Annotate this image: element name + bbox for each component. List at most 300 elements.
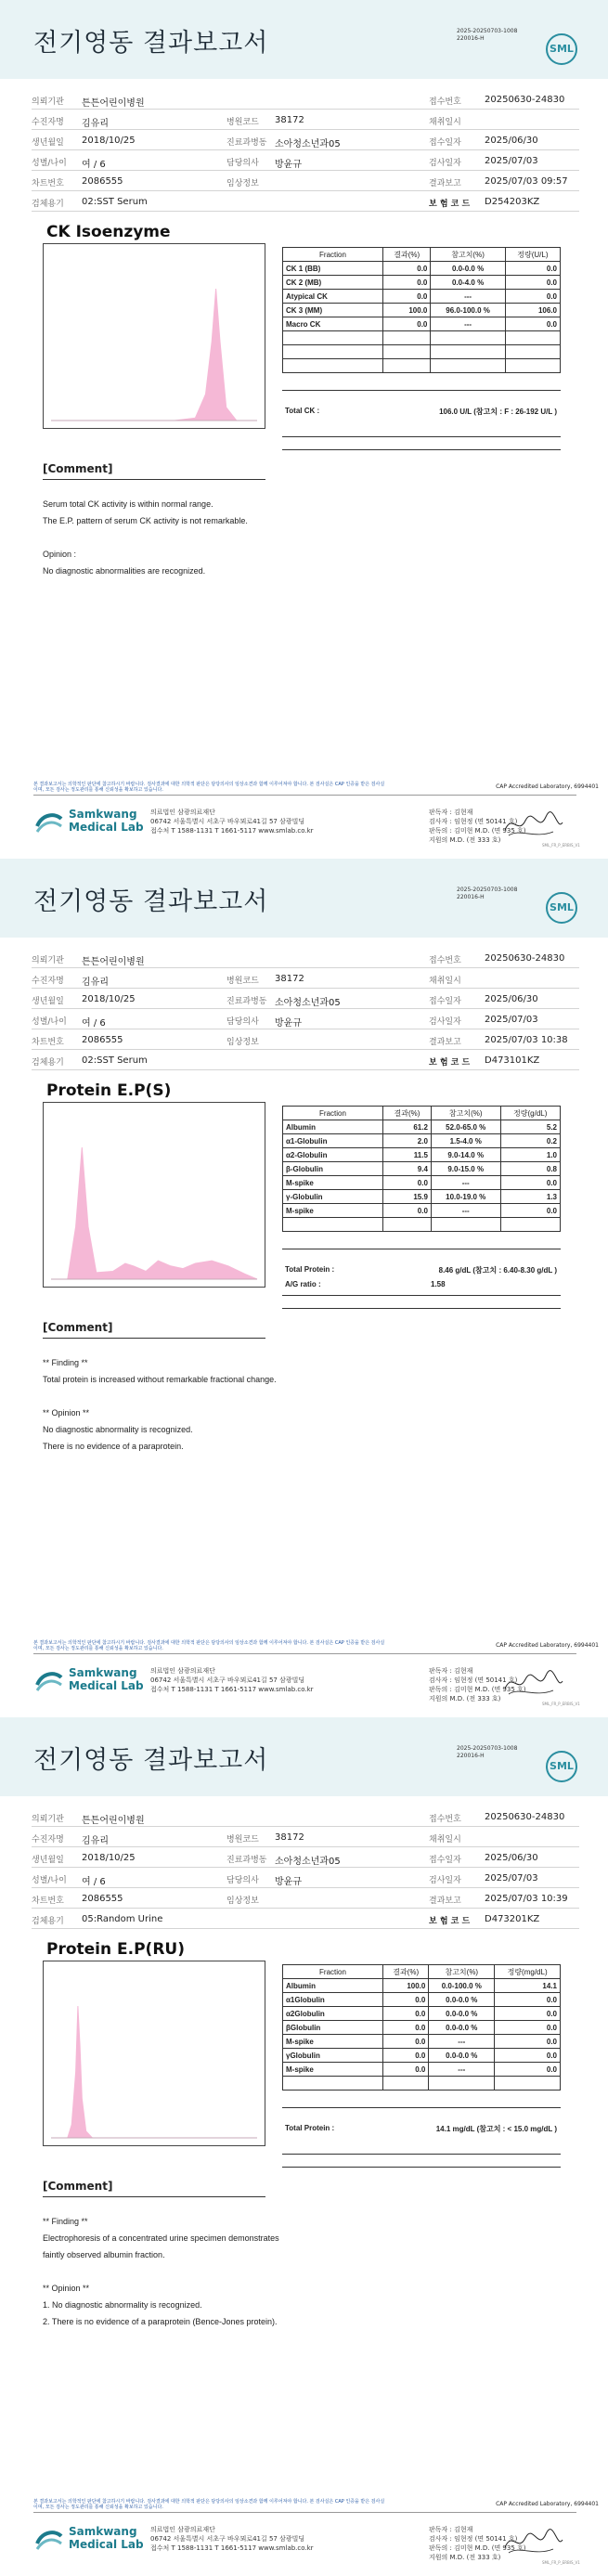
samkwang-logo-icon: [33, 1666, 65, 1694]
barcode-value: D254203KZ: [485, 197, 540, 207]
sign-line: 지원의 M.D. (전 333 호): [429, 836, 501, 844]
table-cell: 96.0-100.0 %: [431, 304, 505, 317]
logo-line-2: Medical Lab: [69, 821, 144, 834]
table-cell: CK 2 (MB): [283, 276, 383, 290]
total-rule: [282, 2107, 561, 2108]
table-header-cell: 참고치(%): [431, 248, 505, 262]
densitogram-svg: [44, 1103, 265, 1287]
section-title: CK Isoenzyme: [46, 223, 171, 241]
table-cell: 0.0-0.0 %: [429, 1993, 495, 2007]
table-header-row: [283, 1965, 561, 1979]
signature-scribble: [501, 808, 566, 841]
specimen-value: 02:SST Serum: [82, 1055, 148, 1066]
inst-line: 접수처 T 1588-1131 T 1661-5117 www.smlab.co.kr: [150, 2544, 314, 2552]
table-cell: ---: [431, 317, 505, 331]
document-code: 2025-20250703-1008 220016-H: [457, 887, 518, 900]
patient-info-table: [32, 948, 579, 1070]
table-cell: 100.0: [383, 1979, 429, 1993]
institution-value: 튼튼어린이병원: [82, 1816, 145, 1826]
comment-title: [Comment]: [43, 462, 113, 475]
table-cell: [383, 331, 431, 345]
table-cell: 0.0-0.0 %: [429, 2007, 495, 2021]
table-row: [283, 2049, 561, 2063]
total-label: Total CK :: [285, 407, 320, 415]
sex-age-value: 여 / 6: [82, 1018, 106, 1029]
table-row: [283, 1190, 561, 1204]
table-cell: 0.0: [383, 2035, 429, 2049]
department-value: 소아청소년과05: [275, 998, 341, 1008]
doctor-value: 방윤규: [275, 1018, 302, 1029]
table-header-cell: Fraction: [283, 1965, 383, 1979]
ward-no-label: 병원코드: [226, 1835, 259, 1845]
electrophoresis-graph: [43, 1961, 265, 2146]
samkwang-logo-text: [69, 2525, 144, 2551]
comment-title: [Comment]: [43, 1321, 113, 1334]
table-row: [283, 1979, 561, 1993]
table-cell: 52.0-65.0 %: [431, 1120, 500, 1134]
table-row: [283, 331, 561, 345]
patient-info-table: [32, 1806, 579, 1929]
table-cell: 0.0: [505, 262, 560, 276]
institution-value: 튼튼어린이병원: [82, 957, 145, 967]
ward-no-label: 병원코드: [226, 118, 259, 127]
table-cell: 0.0-0.0 %: [431, 262, 505, 276]
receipt-date-value: 2025/06/30: [485, 994, 538, 1004]
receipt-date-value: 2025/06/30: [485, 1853, 538, 1863]
table-cell: [500, 1218, 561, 1232]
info-row: [32, 968, 579, 989]
patient-name-label: 수진자명: [32, 1835, 64, 1845]
table-header-cell: 정량(U/L): [505, 248, 560, 262]
total-rule-bottom2: [282, 2167, 561, 2168]
chart-no-label: 차트번호: [32, 1038, 64, 1047]
report-date-label: 결과보고: [429, 1896, 461, 1906]
sex-age-label: 성별/나이: [32, 1017, 67, 1027]
info-row: [32, 150, 579, 171]
info-row: [32, 1806, 579, 1827]
footer-note: 본 결과보고서는 의학적인 판단에 참고하시기 바랍니다. 검사결과에 대한 의학적 판단은 담당의사의 임상소견과 함께 이루어져야 합니다. 본 검사실은 CAP 인증을 받은 검사실이며, 모든 검사는 정도관리를 통해 신뢰성을 확보하고 있습니다.: [33, 2499, 385, 2510]
report-footer: [0, 782, 608, 856]
table-cell: 0.0: [383, 262, 431, 276]
doctor-label: 담당의사: [226, 1876, 259, 1885]
comment-line: Serum total CK activity is within normal range.: [43, 499, 213, 509]
table-header-cell: 정량(mg/dL): [495, 1965, 561, 1979]
info-row: [32, 1909, 579, 1929]
report-date-value: 2025/07/03 10:38: [485, 1035, 568, 1045]
sample-date-label: 채취일시: [429, 1835, 461, 1845]
table-header-cell: 참고치(%): [429, 1965, 495, 1979]
table-cell: 5.2: [500, 1120, 561, 1134]
table-cell: 0.0: [383, 1176, 432, 1190]
section-title: Protein E.P(S): [46, 1081, 172, 1100]
report-date-value: 2025/07/03 09:57: [485, 176, 568, 187]
table-cell: α1Globulin: [283, 1993, 383, 2007]
report-date-label: 결과보고: [429, 179, 461, 188]
table-row: [283, 262, 561, 276]
table-cell: [383, 359, 431, 373]
patient-name-value: 김유리: [82, 119, 109, 129]
table-cell: 0.0: [495, 2035, 561, 2049]
comment-line: 1. No diagnostic abnormality is recognized.: [43, 2300, 202, 2310]
doctor-value: 방윤규: [275, 1877, 302, 1887]
ward-no-value: 38172: [275, 974, 304, 984]
sml-logo-icon: SML: [546, 1751, 577, 1782]
footer-note: 본 결과보고서는 의학적인 판단에 참고하시기 바랍니다. 검사결과에 대한 의학적 판단은 담당의사의 임상소견과 함께 이루어져야 합니다. 본 검사실은 CAP 인증을 받은 검사실이며, 모든 검사는 정도관리를 통해 신뢰성을 확보하고 있습니다.: [33, 1640, 385, 1651]
ward-no-label: 병원코드: [226, 977, 259, 986]
comment-body: [43, 1354, 277, 1455]
birth-value: 2018/10/25: [82, 136, 136, 146]
specimen-label: 검체용기: [32, 1058, 64, 1068]
densitogram-area: [51, 2006, 257, 2138]
table-cell: M-spike: [283, 2063, 383, 2077]
comment-rule: [43, 2196, 265, 2197]
table-cell: [383, 2077, 429, 2091]
table-cell: 61.2: [383, 1120, 432, 1134]
sign-line: 검사자 : 임현정 (면 50141 호): [429, 1676, 518, 1684]
barcode-value: D473101KZ: [485, 1055, 540, 1066]
comment-rule: [43, 479, 265, 480]
table-cell: Macro CK: [283, 317, 383, 331]
table-cell: M-spike: [283, 1176, 383, 1190]
total-rule-bottom: [282, 436, 561, 437]
receipt-date-value: 2025/06/30: [485, 136, 538, 146]
total-label: Total Protein :: [285, 2124, 335, 2132]
form-version: SML_FR_P_ERBIS_V1: [542, 2560, 580, 2565]
ratio-value: 1.58: [431, 1280, 446, 1288]
table-cell: 0.0: [383, 290, 431, 304]
accreditation: CAP Accredited Laboratory, 6994401: [496, 783, 599, 790]
samkwang-logo-icon: [33, 2525, 65, 2553]
report-date-label: 결과보고: [429, 1038, 461, 1047]
densitogram-area: [51, 289, 257, 421]
sign-line: 지원의 M.D. (전 333 호): [429, 2554, 501, 2561]
table-cell: 0.0-0.0 %: [429, 2049, 495, 2063]
table-cell: 0.0-100.0 %: [429, 1979, 495, 1993]
table-cell: 0.0: [505, 276, 560, 290]
table-row: [283, 290, 561, 304]
report-page: [0, 0, 608, 859]
table-cell: γGlobulin: [283, 2049, 383, 2063]
comment-line: ** Opinion **: [43, 2284, 90, 2293]
table-cell: 15.9: [383, 1190, 432, 1204]
department-label: 진료과병동: [226, 997, 267, 1006]
barcode-label: 보 험 코 드: [429, 200, 471, 209]
electrophoresis-graph: [43, 1102, 265, 1288]
sex-age-value: 여 / 6: [82, 160, 106, 170]
receipt-no-value: 20250630-24830: [485, 1812, 565, 1822]
form-version: SML_FR_P_ERBIS_V1: [542, 1702, 580, 1706]
report-title: 전기영동 결과보고서: [33, 29, 269, 58]
footer-note: 본 결과보고서는 의학적인 판단에 참고하시기 바랍니다. 검사결과에 대한 의학적 판단은 담당의사의 임상소견과 함께 이루어져야 합니다. 본 검사실은 CAP 인증을 받은 검사실이며, 모든 검사는 정도관리를 통해 신뢰성을 확보하고 있습니다.: [33, 782, 385, 793]
table-row: [283, 1120, 561, 1134]
table-cell: ---: [431, 1204, 500, 1218]
table-header-cell: Fraction: [283, 248, 383, 262]
table-header-cell: 정량(g/dL): [500, 1107, 561, 1120]
table-cell: [431, 331, 505, 345]
table-cell: 10.0-19.0 %: [431, 1190, 500, 1204]
table-cell: [283, 331, 383, 345]
accreditation: CAP Accredited Laboratory, 6994401: [496, 2501, 599, 2507]
sign-line: 판독의 : 김미현 M.D. (면 935 호): [429, 1686, 526, 1693]
logo-line-1: Samkwang: [69, 1666, 137, 1679]
result-table: [282, 1964, 561, 2091]
patient-name-value: 김유리: [82, 977, 109, 988]
table-cell: ---: [431, 1176, 500, 1190]
samkwang-logo-icon: [33, 808, 65, 835]
table-cell: [505, 331, 560, 345]
footer-rule: [33, 1653, 576, 1654]
table-row: [283, 2063, 561, 2077]
table-cell: 0.0: [383, 2063, 429, 2077]
comment-line: Total protein is increased without remarkable fractional change.: [43, 1375, 277, 1384]
chart-no-value: 2086555: [82, 1035, 123, 1045]
department-value: 소아청소년과05: [275, 1857, 341, 1867]
table-row: [283, 2077, 561, 2091]
chart-no-value: 2086555: [82, 176, 123, 187]
total-value: 8.46 g/dL (참고치 : 6.40-8.30 g/dL ): [438, 1266, 557, 1275]
institution-address: [150, 808, 314, 835]
table-header-cell: Fraction: [283, 1107, 383, 1120]
table-cell: 0.0: [383, 317, 431, 331]
table-header-cell: 결과(%): [383, 1107, 432, 1120]
table-cell: 0.0: [495, 2021, 561, 2035]
table-row: [283, 1218, 561, 1232]
birth-value: 2018/10/25: [82, 994, 136, 1004]
doctor-label: 담당의사: [226, 159, 259, 168]
total-rule-bottom2: [282, 449, 561, 450]
report-page: [0, 1717, 608, 2576]
sign-line: 판독의 : 김미현 M.D. (면 935 호): [429, 2544, 526, 2552]
table-cell: M-spike: [283, 1204, 383, 1218]
table-cell: 14.1: [495, 1979, 561, 1993]
table-cell: [429, 2077, 495, 2091]
table-row: [283, 304, 561, 317]
table-row: [283, 276, 561, 290]
barcode-label: 보 험 코 드: [429, 1917, 471, 1926]
table-cell: 0.0: [495, 2063, 561, 2077]
table-row: [283, 2021, 561, 2035]
receipt-date-label: 접수일자: [429, 997, 461, 1006]
total-rule: [282, 390, 561, 391]
signature-scribble: [501, 2525, 566, 2558]
table-cell: 2.0: [383, 1134, 432, 1148]
document-code: 2025-20250703-1008 220016-H: [457, 1745, 518, 1759]
comment-line: faintly observed albumin fraction.: [43, 2250, 165, 2259]
table-cell: 0.0: [495, 1993, 561, 2007]
total-rule-bottom: [282, 1295, 561, 1296]
chart-no-value: 2086555: [82, 1894, 123, 1904]
sign-line: 판독자 : 김현재: [429, 809, 473, 816]
table-cell: 1.3: [500, 1190, 561, 1204]
table-cell: ---: [431, 290, 505, 304]
institution-label: 의뢰기관: [32, 97, 64, 107]
table-cell: 9.4: [383, 1162, 432, 1176]
table-cell: 11.5: [383, 1148, 432, 1162]
table-cell: 100.0: [383, 304, 431, 317]
barcode-label: 보 험 코 드: [429, 1058, 471, 1068]
institution-address: [150, 2525, 314, 2553]
table-cell: γ-Globulin: [283, 1190, 383, 1204]
sign-line: 판독자 : 김현재: [429, 1667, 473, 1675]
table-cell: CK 3 (MM): [283, 304, 383, 317]
clinical-label: 임상정보: [226, 179, 259, 188]
clinical-label: 임상정보: [226, 1896, 259, 1906]
test-date-label: 검사일자: [429, 1876, 461, 1885]
comment-title: [Comment]: [43, 2180, 113, 2193]
table-cell: [383, 345, 431, 359]
sign-line: 검사자 : 임현정 (면 50141 호): [429, 818, 518, 825]
section-title: Protein E.P(RU): [46, 1940, 185, 1959]
inst-line: 06742 서울특별시 서초구 바우뫼로41길 57 삼광빌딩: [150, 2535, 305, 2543]
table-cell: 0.0: [383, 2021, 429, 2035]
table-row: [283, 1162, 561, 1176]
table-header-cell: 결과(%): [383, 248, 431, 262]
sign-line: 판독의 : 김미현 M.D. (면 935 호): [429, 827, 526, 835]
table-cell: 0.2: [500, 1134, 561, 1148]
info-row: [32, 191, 579, 212]
sign-line: 지원의 M.D. (전 333 호): [429, 1695, 501, 1702]
table-cell: α2Globulin: [283, 2007, 383, 2021]
sign-line: 판독자 : 김현재: [429, 2526, 473, 2533]
table-cell: 0.0: [505, 290, 560, 304]
receipt-no-label: 접수번호: [429, 956, 461, 965]
ward-no-value: 38172: [275, 115, 304, 125]
table-cell: β-Globulin: [283, 1162, 383, 1176]
birth-value: 2018/10/25: [82, 1853, 136, 1863]
sex-age-value: 여 / 6: [82, 1877, 106, 1887]
info-row: [32, 1050, 579, 1070]
inst-line: 의료법인 삼광의료재단: [150, 809, 215, 816]
table-cell: [431, 359, 505, 373]
table-cell: [505, 359, 560, 373]
institution-label: 의뢰기관: [32, 956, 64, 965]
receipt-date-label: 접수일자: [429, 138, 461, 148]
sex-age-label: 성별/나이: [32, 159, 67, 168]
inst-line: 06742 서울특별시 서초구 바우뫼로41길 57 삼광빌딩: [150, 1676, 305, 1684]
table-cell: M-spike: [283, 2035, 383, 2049]
patient-info-table: [32, 89, 579, 212]
report-footer: [0, 2499, 608, 2573]
total-rule-bottom: [282, 2154, 561, 2155]
comment-line: [43, 2263, 279, 2280]
total-value: 14.1 mg/dL (참고치 : < 15.0 mg/dL ): [435, 2125, 557, 2133]
densitogram-svg: [44, 1961, 265, 2145]
table-header-row: [283, 248, 561, 262]
patient-name-label: 수진자명: [32, 977, 64, 986]
comment-line: No diagnostic abnormality is recognized.: [43, 1425, 193, 1434]
report-title: 전기영동 결과보고서: [33, 887, 269, 916]
test-date-label: 검사일자: [429, 1017, 461, 1027]
specimen-label: 검체용기: [32, 1917, 64, 1926]
comment-line: [43, 529, 248, 546]
signature-scribble: [501, 1666, 566, 1700]
table-header-row: [283, 1107, 561, 1120]
comment-line: No diagnostic abnormalities are recognized.: [43, 566, 206, 576]
comment-body: [43, 496, 248, 579]
logo-line-2: Medical Lab: [69, 2538, 144, 2551]
report-page: [0, 859, 608, 1717]
receipt-no-label: 접수번호: [429, 1815, 461, 1824]
table-cell: [383, 1218, 432, 1232]
table-row: [283, 317, 561, 331]
table-cell: [283, 359, 383, 373]
table-cell: 9.0-14.0 %: [431, 1148, 500, 1162]
table-cell: 0.0: [495, 2049, 561, 2063]
table-cell: 106.0: [505, 304, 560, 317]
samkwang-logo-text: [69, 1666, 144, 1692]
info-row: [32, 989, 579, 1009]
total-rule-bottom2: [282, 1308, 561, 1309]
sex-age-label: 성별/나이: [32, 1876, 67, 1885]
table-row: [283, 1148, 561, 1162]
receipt-no-label: 접수번호: [429, 97, 461, 107]
inst-line: 의료법인 삼광의료재단: [150, 2526, 215, 2533]
test-date-value: 2025/07/03: [485, 1873, 538, 1883]
table-cell: [283, 1218, 383, 1232]
receipt-no-value: 20250630-24830: [485, 953, 565, 964]
footer-rule: [33, 2512, 576, 2513]
info-row: [32, 1009, 579, 1029]
comment-rule: [43, 1338, 265, 1339]
table-cell: 0.0: [500, 1204, 561, 1218]
comment-line: 2. There is no evidence of a paraprotein (Bence-Jones protein).: [43, 2317, 278, 2326]
table-row: [283, 2035, 561, 2049]
comment-line: There is no evidence of a paraprotein.: [43, 1442, 184, 1451]
table-cell: α1-Globulin: [283, 1134, 383, 1148]
table-row: [283, 1134, 561, 1148]
footer-rule: [33, 795, 576, 796]
info-row: [32, 1847, 579, 1868]
patient-name-value: 김유리: [82, 1836, 109, 1846]
receipt-no-value: 20250630-24830: [485, 95, 565, 105]
inst-line: 접수처 T 1588-1131 T 1661-5117 www.smlab.co.kr: [150, 827, 314, 835]
table-cell: 1.5-4.0 %: [431, 1134, 500, 1148]
table-cell: 0.0-0.0 %: [429, 2021, 495, 2035]
table-cell: 0.0: [383, 2049, 429, 2063]
logo-line-2: Medical Lab: [69, 1679, 144, 1692]
department-value: 소아청소년과05: [275, 139, 341, 149]
ward-no-value: 38172: [275, 1832, 304, 1843]
table-cell: βGlobulin: [283, 2021, 383, 2035]
sign-line: 검사자 : 임현정 (면 50141 호): [429, 2535, 518, 2543]
comment-line: ** Opinion **: [43, 1408, 90, 1417]
sample-date-label: 채취일시: [429, 118, 461, 127]
table-cell: 0.0: [500, 1176, 561, 1190]
sml-logo-icon: SML: [546, 892, 577, 924]
info-row: [32, 1868, 579, 1888]
info-row: [32, 1888, 579, 1909]
clinical-label: 임상정보: [226, 1038, 259, 1047]
inst-line: 접수처 T 1588-1131 T 1661-5117 www.smlab.co.kr: [150, 1686, 314, 1693]
result-table: [282, 247, 561, 373]
report-header: [0, 859, 608, 938]
comment-line: ** Finding **: [43, 2217, 88, 2226]
institution-address: [150, 1666, 314, 1694]
table-cell: Atypical CK: [283, 290, 383, 304]
inst-line: 의료법인 삼광의료재단: [150, 1667, 215, 1675]
table-cell: [283, 345, 383, 359]
table-header-cell: 결과(%): [383, 1965, 429, 1979]
department-label: 진료과병동: [226, 1856, 267, 1865]
table-cell: Albumin: [283, 1120, 383, 1134]
table-row: [283, 1993, 561, 2007]
electrophoresis-graph: [43, 243, 265, 429]
logo-line-1: Samkwang: [69, 808, 137, 821]
report-title: 전기영동 결과보고서: [33, 1746, 269, 1775]
result-table: [282, 1106, 561, 1232]
table-cell: 0.0: [383, 1204, 432, 1218]
report-footer: [0, 1640, 608, 1715]
